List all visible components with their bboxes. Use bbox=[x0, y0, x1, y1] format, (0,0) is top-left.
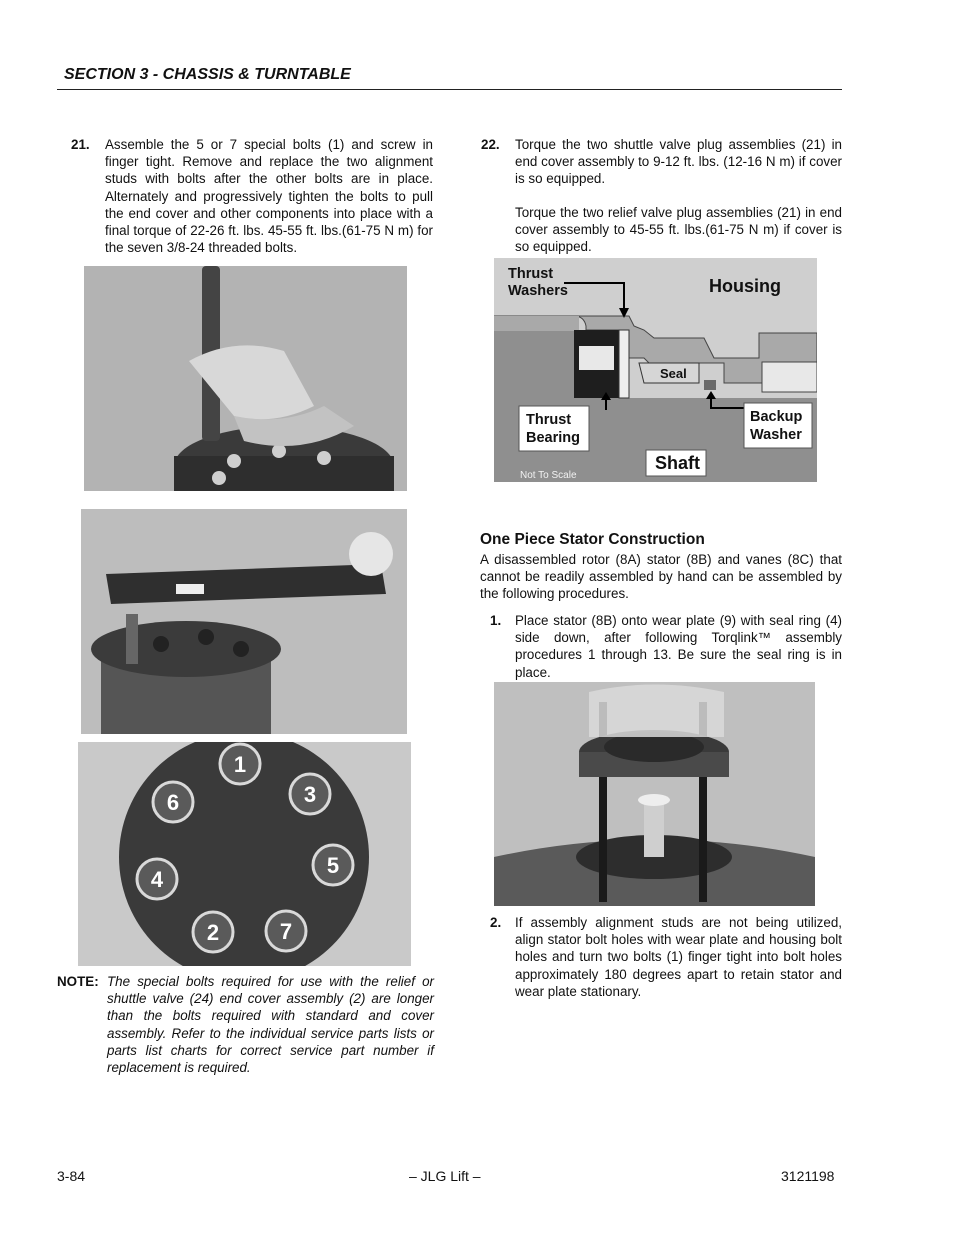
bolt-number-1: 1 bbox=[233, 752, 247, 777]
label-thrust-bearing-2: Bearing bbox=[526, 430, 580, 446]
footer-center: – JLG Lift – bbox=[409, 1168, 481, 1184]
photo-bolt-pattern-art bbox=[78, 742, 411, 966]
thrust-bearing-diagram-art bbox=[494, 258, 817, 482]
label-backup-washer-1: Backup bbox=[750, 409, 803, 425]
step-text: Torque the two shuttle valve plug assemblies (21) in end cover assembly to 9-12 ft. lbs. (12-16 N m) if cover is so equipped. bbox=[515, 137, 842, 187]
label-not-to-scale: Not To Scale bbox=[520, 470, 577, 481]
bolt-number-3: 3 bbox=[303, 782, 317, 807]
step-22 bbox=[481, 136, 842, 256]
header-rule bbox=[57, 89, 842, 90]
label-thrust-washers-1: Thrust bbox=[508, 266, 554, 282]
label-housing: Housing bbox=[709, 276, 781, 296]
photo-bolt-insertion bbox=[84, 266, 407, 491]
page-number: 3-84 bbox=[57, 1168, 86, 1184]
step-number: 2. bbox=[490, 915, 502, 930]
note-label: NOTE: bbox=[57, 974, 99, 989]
bolt-number-7: 7 bbox=[279, 919, 293, 944]
section-heading: One Piece Stator Construction bbox=[480, 531, 705, 548]
procedure-step-2 bbox=[490, 914, 842, 1002]
label-backup-washer-2: Washer bbox=[750, 427, 802, 443]
bolt-number-5: 5 bbox=[326, 853, 340, 878]
step-text: If assembly alignment studs are not being utilized, align stator bolt holes with wear plate and housing bolt holes and turn two bolts (1) finger tight into bolt holes approximately 180 degrees apart to retain stator and wear plate stationary. bbox=[515, 915, 842, 999]
note-text: The special bolts required for use with the relief or shuttle valve (24) end cover assembly (2) are longer than the bolts required with standard and cover assembly. Refer to the individual service parts lists or parts list charts for correct service part number if replacement is required. bbox=[107, 974, 434, 1076]
step-21 bbox=[71, 136, 433, 258]
step-text: Place stator (8B) onto wear plate (9) with seal ring (4) side down, after following Torqlink™ assembly procedures 1 through 13. Be sure the seal ring is in place. bbox=[515, 613, 842, 680]
photo-bolt-pattern bbox=[78, 742, 411, 966]
step-number: 22. bbox=[481, 137, 500, 152]
photo-stator-assembly bbox=[494, 682, 815, 906]
step-number: 1. bbox=[490, 613, 502, 628]
step-text-second: Torque the two relief valve plug assemblies (21) in end cover assembly to 45-55 ft. lbs.(61-75 N m) if cover is so equipped. bbox=[515, 205, 842, 255]
photo-torque-wrench bbox=[81, 509, 407, 734]
label-shaft: Shaft bbox=[655, 453, 700, 473]
bolt-number-2: 2 bbox=[206, 920, 220, 945]
bolt-number-6: 6 bbox=[166, 790, 180, 815]
bolt-number-4: 4 bbox=[150, 867, 164, 892]
step-number: 21. bbox=[71, 137, 90, 152]
section-intro: A disassembled rotor (8A) stator (8B) and vanes (8C) that cannot be readily assembled by hand can be assembled by the following procedures. bbox=[480, 552, 842, 602]
photo-bolt-insertion-art bbox=[84, 266, 407, 491]
thrust-bearing-diagram bbox=[494, 258, 817, 482]
label-thrust-bearing-1: Thrust bbox=[526, 412, 572, 428]
section-title: SECTION 3 - CHASSIS & TURNTABLE bbox=[64, 66, 351, 83]
label-thrust-washers-2: Washers bbox=[508, 283, 568, 299]
document-number: 3121198 bbox=[781, 1168, 835, 1184]
label-seal: Seal bbox=[660, 366, 687, 381]
photo-torque-wrench-art bbox=[81, 509, 407, 734]
photo-stator-assembly-art bbox=[494, 682, 815, 906]
step-text: Assemble the 5 or 7 special bolts (1) and screw in finger tight. Remove and replace the two alignment studs with bolts after the other bolts are in place. Alternately and progressively tighten the bolts to pull the end cover and other components into place with a final torque of 22-26 ft. lbs. 45-55 ft. lbs.(61-75 N m) for the seven 3/8-24 threaded bolts. bbox=[105, 137, 433, 256]
procedure-step-1 bbox=[490, 612, 842, 682]
